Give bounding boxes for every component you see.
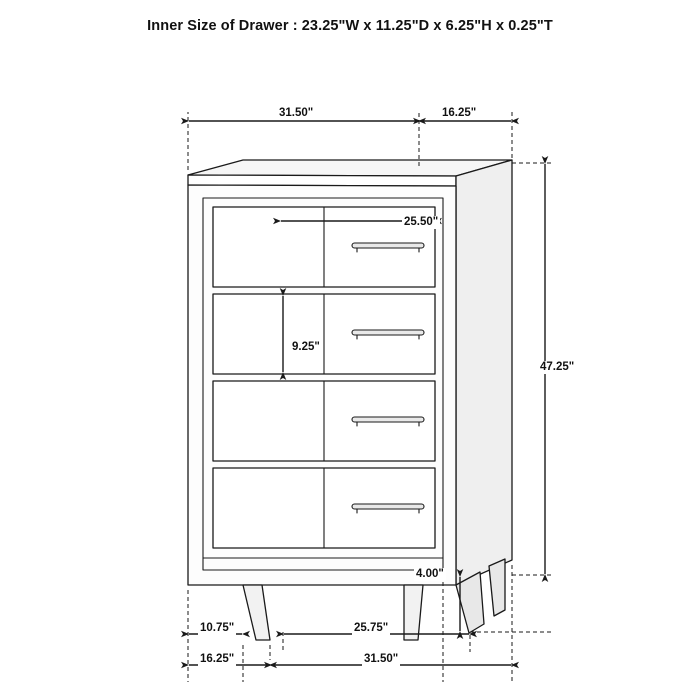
leg-back-right-2 xyxy=(489,559,505,616)
chest-side-panel xyxy=(456,160,512,585)
dim-label-top-depth: 16.25" xyxy=(442,107,477,119)
drawer-pull-1 xyxy=(352,243,424,248)
dim-label-drawer-width: 25.50" xyxy=(404,216,439,228)
dim-label-leg-height: 4.00" xyxy=(416,568,444,580)
dim-label-total-height: 47.25" xyxy=(540,361,575,373)
page-title: Inner Size of Drawer : 23.25"W x 11.25"D x 6.25"H x 0.25"T xyxy=(147,18,553,34)
dim-label-base-width: 31.50" xyxy=(364,653,399,665)
leg-front-right xyxy=(404,585,423,640)
drawer-pull-2 xyxy=(352,330,424,335)
dim-label-base-depth-small: 10.75" xyxy=(200,622,235,634)
dim-label-drawer-height: 9.25" xyxy=(292,341,320,353)
dim-label-top-width: 31.50" xyxy=(279,107,314,119)
dim-label-base-inner-width: 25.75" xyxy=(354,622,389,634)
drawer-pull-3 xyxy=(352,417,424,422)
dim-label-base-depth: 16.25" xyxy=(200,653,235,665)
leg-front-left xyxy=(243,585,270,640)
chest-top-edge xyxy=(188,175,456,186)
drawer-pull-4 xyxy=(352,504,424,509)
